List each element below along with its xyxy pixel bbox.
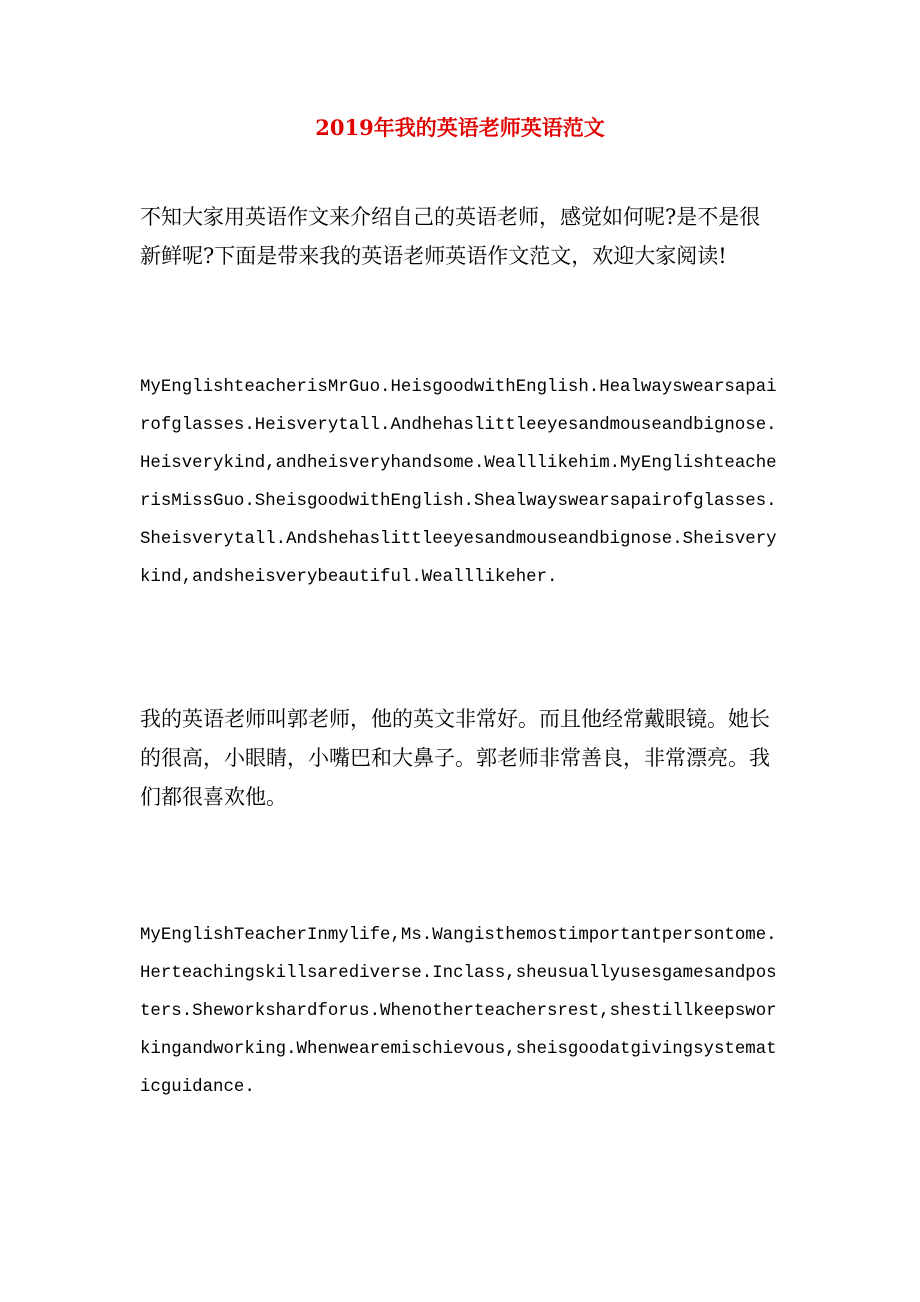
english-paragraph-2: MyEnglishTeacherInmylife,Ms.Wangisthemostimportantpersontome.Herteachingskillsarediverse.Inclass,sheusuallyusesgamesandposters.Sheworkshardforus.Whenotherteachersrest,shestillkeepsworkingandworking.Whenwearemischievous,sheisgoodatgivingsystematicguidance.: [140, 926, 777, 1097]
english-paragraph-1: MyEnglishteacherisMrGuo.HeisgoodwithEnglish.Healwayswearsapairofglasses.Heisverytall.Andhehaslittleeyesandmouseandbignose.Heisverykind,andheisveryhandsome.Wealllikehim.MyEnglishteacherisMissGuo.SheisgoodwithEnglish.Shealwayswearsapairofglasses.Sheisverytall.Andshehaslittleeyesandmouseandbignose.Sheisverykind,andsheisverybeautiful.Wealllikeher.: [140, 378, 777, 587]
document-title: 2019年我的英语老师英语范文: [315, 115, 605, 140]
chinese-paragraph-translation: 我的英语老师叫郭老师，他的英文非常好。而且他经常戴眼镜。她长的很高，小眼睛，小嘴巴和大鼻子。郭老师非常善良，非常漂亮。我们都很喜欢他。: [140, 707, 770, 809]
intro-paragraph: 不知大家用英语作文来介绍自己的英语老师，感觉如何呢?是不是很新鲜呢?下面是带来我的英语老师英语作文范文，欢迎大家阅读!: [140, 205, 761, 268]
